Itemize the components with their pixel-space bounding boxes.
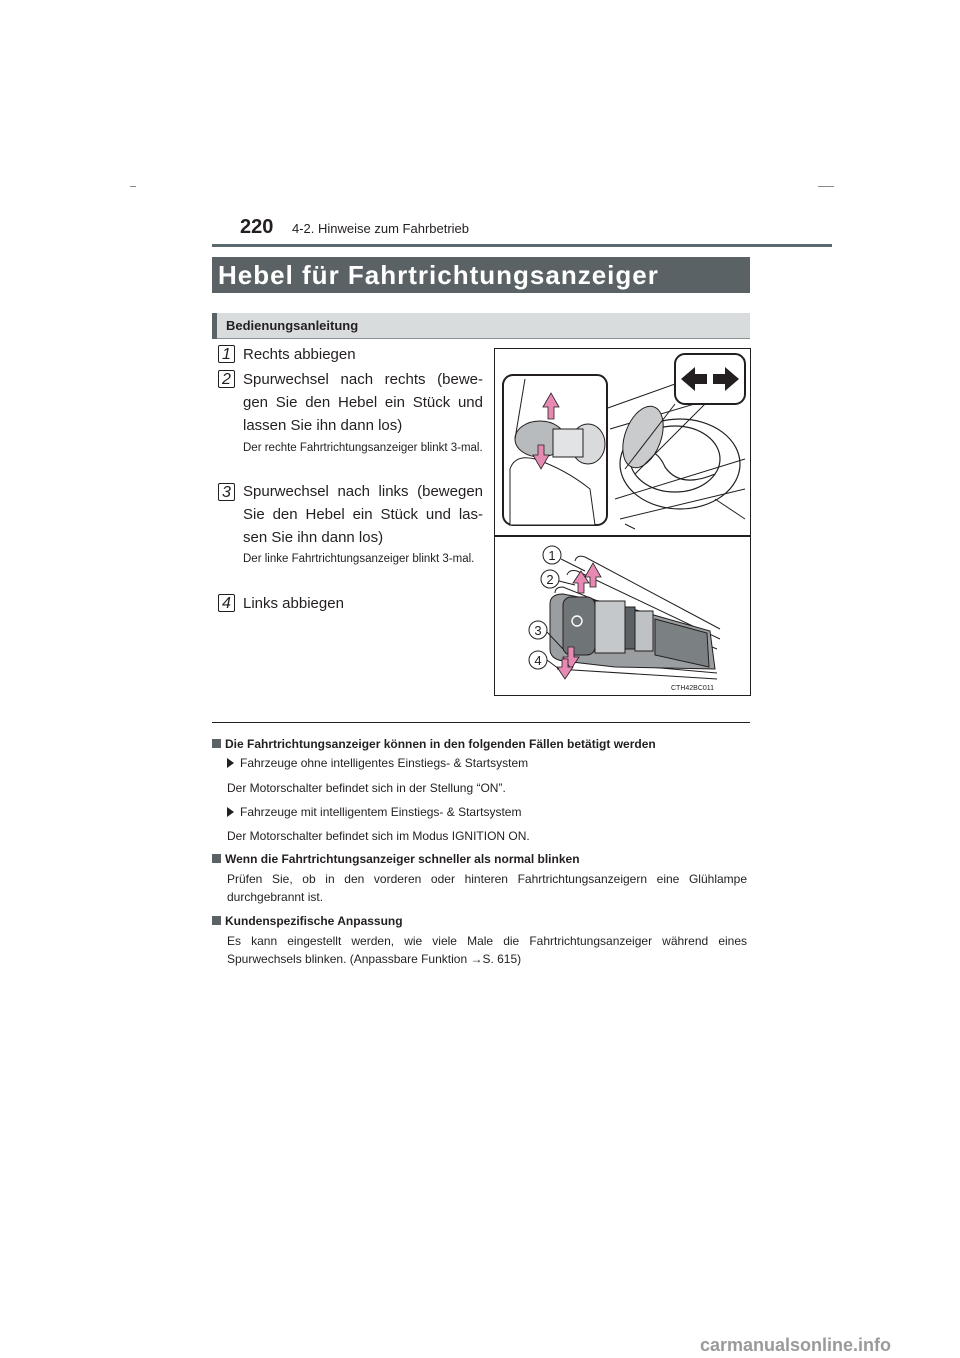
step-text-4: Links abbiegen xyxy=(243,595,344,612)
note-text-1b: Der Motorschalter befindet sich im Modus IGNITION ON. xyxy=(227,829,530,843)
section-separator xyxy=(212,722,750,723)
note-text-2: Prüfen Sie, ob in den vorderen oder hinteren Fahrtrichtungsanzeigern eine Glühlampe durchgebrannt ist. xyxy=(227,872,747,904)
running-head: 4-2. Hinweise zum Fahrbetrieb xyxy=(292,221,470,236)
step-text-1: Rechts abbiegen xyxy=(243,346,356,363)
note-text-3: Es kann eingestellt werden, wie viele Male die Fahrtrichtungsanzeiger während eines Spurwechsels blinken. (Anpassbare Funktion →S. 615) xyxy=(227,934,747,966)
callout-4: 4 xyxy=(534,653,542,668)
header-rule xyxy=(212,244,832,247)
lever-illustration-svg xyxy=(495,349,750,695)
subheading-marker xyxy=(212,313,217,339)
note-bullet-1 xyxy=(227,756,528,770)
square-bullet-icon xyxy=(212,739,221,748)
step-note-3: Der linke Fahrtrichtungsanzeiger blinkt 3-mal. xyxy=(243,553,475,565)
watermark: carmanualsonline.info xyxy=(700,1335,892,1355)
step-number-3: 3 xyxy=(218,483,235,501)
callout-2: 2 xyxy=(546,572,554,587)
section-title: Hebel für Fahrtrichtungsanzeiger xyxy=(212,257,750,293)
step-text-3: Spurwechsel nach links (bewegen Sie den Hebel ein Stück und las-sen Sie ihn dann los) xyxy=(243,483,483,546)
up-arrow-icon xyxy=(585,563,601,587)
step-number-4: 4 xyxy=(218,594,235,612)
page-number: 220 xyxy=(240,216,274,238)
callout-1: 1 xyxy=(548,548,556,563)
note-heading-1 xyxy=(212,737,656,751)
note-heading-3-text: Kundenspezifische Anpassung xyxy=(225,914,403,928)
subheading-bar xyxy=(212,313,750,339)
lever-illustration xyxy=(494,348,751,696)
crop-mark-right xyxy=(818,186,834,187)
triangle-bullet-icon xyxy=(227,758,234,768)
triangle-bullet-icon xyxy=(227,807,234,817)
note-bullet-2-text: Fahrzeuge mit intelligentem Einstiegs- & Startsystem xyxy=(240,805,522,819)
note-heading-2 xyxy=(212,852,580,866)
note-bullet-2 xyxy=(227,805,521,819)
note-heading-2-text: Wenn die Fahrtrichtungsanzeiger schneller als normal blinken xyxy=(225,852,580,866)
step-number-2: 2 xyxy=(218,370,235,388)
figure-code: CTH42BC011 xyxy=(671,685,715,692)
step-note-2: Der rechte Fahrtrichtungsanzeiger blinkt 3-mal. xyxy=(243,442,483,454)
note-heading-3 xyxy=(212,914,403,928)
step-number-1: 1 xyxy=(218,345,235,363)
square-bullet-icon xyxy=(212,916,221,925)
crop-mark-left xyxy=(130,186,136,187)
square-bullet-icon xyxy=(212,854,221,863)
note-bullet-1-text: Fahrzeuge ohne intelligentes Einstiegs- & Startsystem xyxy=(240,756,529,770)
step-text-2: Spurwechsel nach rechts (bewe-gen Sie den Hebel ein Stück und lassen Sie ihn dann los) xyxy=(243,371,483,434)
note-heading-1-text: Die Fahrtrichtungsanzeiger können in den folgenden Fällen betätigt werden xyxy=(225,737,656,751)
note-text-1a: Der Motorschalter befindet sich in der Stellung “ON”. xyxy=(227,781,506,795)
subheading-label: Bedienungsanleitung xyxy=(226,318,359,333)
callout-3: 3 xyxy=(534,623,542,638)
